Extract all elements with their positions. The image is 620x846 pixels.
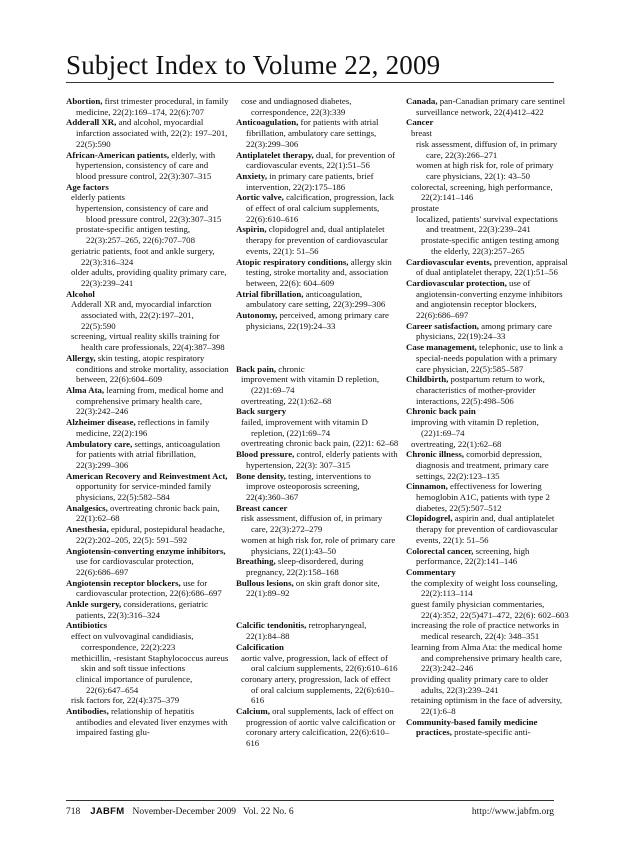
index-entry-text: prostate-specific antigen testing among the elderly, 22(3):257–265 [421,235,560,256]
index-entry-text: and alcohol, myocardial infarction associated with, 22(2): 197–201, 22(5):590 [76,117,228,149]
index-entry [236,310,399,331]
index-entry [406,481,569,513]
index-entry-text: for patients with atrial fibrillation, ambulatory care settings, 22(3):299–306 [246,117,379,149]
index-entry [236,406,399,417]
index-entry [236,171,399,192]
index-entry [406,578,569,599]
index-entry-text: oral supplements, lack of effect on progression of aortic valve calcification or coronary artery calcification, 22(6):610–616 [246,706,396,749]
index-entry-text: Adderall XR and, myocardial infarction associated with, 22(2):197–201, 22(5):590 [71,299,212,331]
index-entry [236,417,399,438]
index-entry-text: considerations, geriatric patients, 22(3):316–324 [76,599,208,620]
index-entry [236,224,399,256]
index-entry [406,374,569,406]
index-entry [406,439,569,450]
index-entry [66,695,229,706]
index-entry-text: methicillin, -resistant Staphylococcus aureus skin and soft tissue infections [71,652,229,674]
index-entry-heading: Antibodies, [66,706,109,717]
index-entry-text: hypertension, consistency of care and blood pressure control, 22(3):307–315 [76,203,222,224]
index-entry [236,642,399,653]
index-entry [236,674,399,706]
header-rule [66,82,554,83]
index-entry [66,182,229,193]
index-entry-heading: Calcific tendonitis, [236,620,307,631]
index-entry-heading: Colorectal cancer, [406,545,474,556]
index-entry-heading: Commentary [406,566,456,577]
index-entry [66,546,229,578]
index-entry [66,631,229,652]
index-entry-heading: Antibiotics [66,620,108,631]
index-entry-text: learning from Alma Ata: the medical home and comprehensive primary health care, 22(3):242–246 [411,641,562,674]
index-entry [406,203,569,214]
index-entry-text: use of angiotensin-converting enzyme inhibitors and angiotensin receptor blockers, 22(6):686–697 [416,277,563,321]
index-column-3 [406,96,569,738]
index-entry-text: women at high risk for, role of primary care physicians, 22(1):43–50 [241,534,396,556]
index-entry [406,567,569,578]
index-entry-text: reflections in family medicine, 22(2):196 [76,417,210,438]
index-entry [66,439,229,471]
index-entry-text: retropharyngeal, 22(1):84–88 [246,620,367,642]
index-entry [236,578,399,599]
index-entry [236,96,399,117]
index-entry-text: learning from, medical home and comprehensive primary health care, 22(3):242–246 [76,384,224,417]
index-entry-text: postpartum return to work, characteristics of mother-provider interactions, 22(5):498–506 [416,374,545,406]
index-entry-text: telephonic, use to link a special-needs population with a primary care physician, 22(5):585–587 [416,342,563,374]
index-entry-text: first trimester procedural, in family medicine, 22(2):169–174, 22(6):707 [76,96,229,117]
index-entry-heading: Angiotensin receptor blockers, [66,577,181,588]
index-entry-text: localized, patients' survival expectations and treatment, 22(3):239–241 [416,213,558,235]
index-entry-heading: Atopic respiratory conditions, [236,256,349,267]
index-entry-text: risk assessment, diffusion of, in primary care, 22(3):266–271 [416,138,558,160]
index-entry-heading: Chronic back pain [406,406,476,417]
index-entry [406,620,569,641]
index-entry-text: aspirin and, dual antiplatelet therapy for prevention of cardiovascular events, 22(1): 51–56 [416,513,558,545]
index-entry-text: colorectal, screening, high performance, 22(2):141–146 [411,181,553,203]
index-entry-text: clinical importance of purulence, 22(6):647–654 [76,673,193,695]
index-entry [406,513,569,545]
index-entry-text: improving with vitamin D repletion, (22)1:69–74 [411,417,539,438]
index-entry-heading: Analgesics, [66,502,108,513]
index-entry-text: anticoagulation, ambulatory care setting, 22(3):299–306 [246,288,386,310]
index-entry-heading: Aspirin, [236,224,267,235]
index-entry-heading: Calcium, [236,706,270,717]
index-entry [66,620,229,631]
index-entry [66,353,229,385]
index-entry-text: breast [411,128,433,139]
index-entry-text: overtreating chronic back pain, (22)1: 62–68 [241,438,399,449]
index-entry [406,546,569,567]
index-entry-text: overtreating chronic back pain, 22(1):62–68 [76,502,220,524]
index-entry-heading: Atrial fibrillation, [236,288,304,299]
index-entry [406,96,569,117]
index-entry [236,706,399,749]
index-entry [406,214,569,235]
index-entry [406,257,569,278]
index-entry-text: older adults, providing quality primary care, 22(3):239–241 [71,267,227,288]
index-entry-text: geriatric patients, foot and ankle surgery, 22(3):316–324 [71,245,215,267]
index-entry [66,578,229,599]
index-entry [406,599,569,620]
index-entry-text: overtreating, 22(1):62–68 [411,438,502,449]
index-entry [406,417,569,438]
index-entry-text: control, elderly patients with hypertension, 22(3): 307–315 [246,449,398,470]
index-entry-heading: Alma Ata, [66,384,105,395]
index-entry [66,471,229,503]
index-entry [66,150,229,182]
index-entry-heading: African-American patients, [66,149,170,160]
index-entry-text: risk factors for, 22(4):375–379 [71,695,180,706]
index-entry-text: coronary artery, progression, lack of effect of oral calcium supplements, 22(6):610–616 [241,673,394,706]
index-entry [406,235,569,256]
index-entry-heading: Bullous lesions, [236,577,294,588]
index-entry [66,246,229,267]
index-column-1 [66,96,229,738]
index-entry [66,267,229,288]
index-entry-heading: Adderall XR, [66,117,117,128]
index-entry [406,117,569,128]
index-entry-heading: Anticoagulation, [236,117,299,128]
index-entry-text: sleep-disordered, during pregnancy, 22(2):158–168 [246,556,364,577]
index-entry [236,535,399,556]
index-entry-heading: Cardiovascular events, [406,256,492,267]
index-entry [236,396,399,407]
index-entry-heading: Abortion, [66,96,103,106]
index-entry-heading: Cancer [406,117,434,128]
index-entry-heading: Breast cancer [236,502,288,513]
index-entry-text: skin testing, atopic respiratory conditions and stroke mortality, association between, 22(6):604–609 [76,352,229,385]
index-entry [66,224,229,245]
index-entry [236,503,399,514]
index-entry [406,449,569,481]
page-title: Subject Index to Volume 22, 2009 [66,50,441,80]
index-entry-heading: Community-based family medicine practices, [406,716,538,738]
index-entry-text: elderly, with hypertension, consistency of care and blood pressure control, 22(3):307–315 [76,149,216,181]
index-entry-text: risk assessment, diffusion of, in primary care, 22(3):272–279 [241,513,383,535]
index-entry-text: prevention, appraisal of dual antiplatelet therapy, 22(1):51–56 [416,256,568,278]
index-entry-heading: Blood pressure, [236,449,295,460]
index-entry [406,642,569,674]
index-entry-text: clopidogrel and, dual antiplatelet therapy for prevention of cardiovascular events, 22(1): 51–56 [246,224,388,256]
index-entry-heading: Childbirth, [406,374,449,385]
index-entry-text: screening, virtual reality skills training for health care professionals, 22(4):387–398 [71,331,225,353]
index-entry [66,653,229,674]
index-entry [66,203,229,224]
index-entry-heading: Back surgery [236,406,287,417]
index-entry-text: chronic [276,363,305,374]
page-number: 718 [66,807,81,817]
index-entry-heading: Anxiety, [236,170,268,181]
index-entry-text: prostate [411,203,439,214]
index-entry [236,449,399,470]
index-entry [236,471,399,503]
index-entry-heading: Alzheimer disease, [66,417,136,428]
index-entry-text: prostate-specific anti- [451,727,531,738]
index-entry-heading: Cinnamon, [406,481,448,492]
index-entry-heading: Angiotensin-converting enzyme inhibitors, [66,545,226,556]
index-entry [406,278,569,321]
index-entry-text: epidural, postepidural headache, 22(2):202–205, 22(5): 591–592 [76,524,225,545]
footer-rule [66,800,554,801]
index-entry [66,299,229,331]
index-entry-heading: Aortic valve, [236,192,284,203]
index-entry-text: use for cardiovascular protection, 22(6):686–697 [76,556,194,577]
index-entry-text: calcification, progression, lack of effect of oral calcium supplements, 22(6):610–616 [246,192,395,224]
index-entry [406,674,569,695]
index-entry-heading: Cardiovascular protection, [406,277,507,288]
index-entry [406,321,569,342]
index-entry-text: effect on vulvovaginal candidiasis, correspondence, 22(2):223 [71,631,194,652]
index-entry-heading: Autonomy, [236,310,278,321]
index-entry-text: women at high risk for, role of primary care physicians, 22(1): 43–50 [416,160,554,181]
index-entry-heading: Alcohol [66,288,95,299]
index-entry [236,117,399,149]
index-entry-text: settings, anticoagulation for patients with atrial fibrillation, 22(3):299–306 [76,438,221,470]
index-entry [236,620,399,641]
index-entry-heading: Calcification [236,641,284,652]
index-entry-heading: Allergy, [66,352,96,363]
index-entry-text: increasing the role of practice networks in medical research, 22(4): 348–351 [411,620,560,642]
index-entry [406,160,569,181]
index-entry-text: testing, interventions to improve osteoporosis screening, 22(4):360–367 [246,470,371,502]
index-entry-text: the complexity of weight loss counseling, 22(2):113–114 [411,577,558,599]
index-entry-text: retaining optimism in the face of adversity, 22(1):6–8 [411,695,563,717]
index-entry [406,695,569,716]
index-entry-heading: Career satisfaction, [406,320,479,331]
index-entry-heading: Antiplatelet therapy, [236,149,314,160]
index-entry-text: elderly patients [71,192,125,203]
index-entry [406,128,569,139]
index-entry [236,364,399,375]
index-entry [406,182,569,203]
index-entry [66,192,229,203]
index-entry-text: providing quality primary care to older adults, 22(3):239–241 [411,673,549,695]
index-entry [66,706,229,738]
index-entry [236,513,399,534]
index-entry [236,653,399,674]
index-entry [66,503,229,524]
index-entry-text: cose and undiagnosed diabetes, correspondence, 22(3):339 [241,96,352,117]
index-entry [66,289,229,300]
index-entry-text: on skin graft donor site, 22(1):89–92 [246,577,380,599]
index-entry-text: aortic valve, progression, lack of effect of oral calcium supplements, 22(6):610–616 [241,652,398,674]
index-entry [66,674,229,695]
index-entry [236,438,399,449]
index-entry-text: use for cardiovascular protection, 22(6):686–697 [76,577,222,599]
index-entry [406,717,569,738]
index-entry [406,342,569,374]
index-entry-heading: Back pain, [236,363,277,374]
journal-name: JABFM [90,806,125,817]
index-entry-text: opportunity for service-minded family physicians, 22(5):582–584 [76,481,212,503]
index-entry-heading: Canada, [406,96,438,106]
index-column-2 [236,96,399,749]
index-entry-text: failed, improvement with vitamin D repletion, (22)1:69–74 [241,417,368,438]
index-entry-text: screening, high performance, 22(2):141–146 [416,545,530,567]
index-entry-heading: Ankle surgery, [66,599,122,610]
index-entry-text: improvement with vitamin D repletion, (22)1:69–74 [241,374,380,395]
index-entry [236,289,399,310]
journal-url[interactable]: http://www.jabfm.org [471,807,554,817]
index-entry-heading: American Recovery and Reinvestment Act, [66,470,228,481]
index-entry-heading: Anesthesia, [66,524,109,535]
index-entry-heading: Ambulatory care, [66,438,133,449]
index-entry [66,599,229,620]
index-entry-text: guest family physician commentaries, 22(4):352, 22(5)471–472, 22(6): 602–603 [411,599,569,620]
index-entry-heading: Chronic illness, [406,449,465,460]
index-entry-text: pan-Canadian primary care sentinel surveillance network, 22(4)412–422 [416,96,566,117]
index-entry-heading: Clopidogrel, [406,513,453,524]
index-entry-text: prostate-specific antigen testing, 22(3):257–265, 22(6):707–708 [76,224,195,246]
index-entry-heading: Bone density, [236,470,286,481]
index-entry-text: dual, for prevention of cardiovascular events, 22(1):51–56 [246,149,396,171]
index-entry [236,192,399,224]
index-entry [236,374,399,395]
index-entry-text: effectiveness for lowering hemoglobin A1C, patients with type 2 diabetes, 22(5):507–512 [416,481,550,513]
index-entry-text: allergy skin testing, stroke mortality and, association between, 22(6): 604–609 [246,256,392,288]
index-entry [66,385,229,417]
index-entry [406,139,569,160]
index-entry [66,96,229,117]
index-entry-text: among primary care physicians, 22(19):24–33 [416,320,552,342]
index-entry-heading: Case management, [406,342,477,353]
issue-info: November-December 2009 Vol. 22 No. 6 [132,807,294,817]
index-entry-text: relationship of hepatitis antibodies and elevated liver enzymes with impaired fasting glu- [76,706,228,738]
index-entry [66,417,229,438]
index-entry [236,150,399,171]
index-entry [66,331,229,352]
index-entry [66,524,229,545]
index-entry [236,556,399,577]
index-entry-text: in primary care patients, brief intervention, 22(2):175–186 [246,170,374,192]
index-entry [66,117,229,149]
index-entry [406,406,569,417]
index-entry-text: comorbid depression, diagnosis and treatment, primary care settings, 22(2):123–135 [416,449,549,481]
index-entry-heading: Age factors [66,181,109,192]
index-entry-heading: Breathing, [236,556,276,567]
index-entry [236,257,399,289]
page-footer [66,806,554,817]
index-entry-text: perceived, among primary care physicians, 22(19):24–33 [246,310,389,331]
index-entry-text: overtreating, 22(1):62–68 [241,395,332,406]
